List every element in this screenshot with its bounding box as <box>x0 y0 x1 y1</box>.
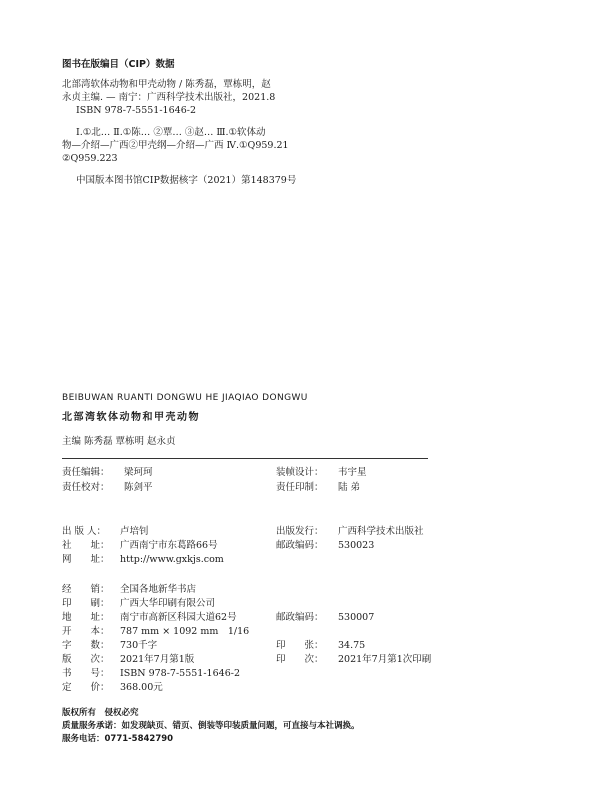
spec-word-count: 字 数： 730千字 <box>62 640 158 651</box>
publisher-postcode: 邮政编码： 530023 <box>276 540 375 551</box>
quality-notice: 质量服务承诺：如发现缺页、错页、倒装等印装质量问题，可直接与本社调换。 <box>62 721 360 731</box>
cip-heading: 图书在版编目（CIP）数据 <box>62 59 175 70</box>
cip-line: 物—介绍—广西②甲壳纲—介绍—广西 Ⅳ.①Q959.21 <box>62 140 289 151</box>
spec-printer-address: 地 址： 南宁市高新区科园大道62号 <box>62 612 237 623</box>
publisher-house: 出版发行： 广西科学技术出版社 <box>276 526 424 537</box>
service-phone: 服务电话：0771-5842790 <box>62 734 174 744</box>
spec-distributor: 经 销： 全国各地新华书店 <box>62 584 197 595</box>
cip-line: ISBN 978-7-5551-1646-2 <box>76 105 196 116</box>
staff-editor: 责任编辑： 梁珂珂 <box>62 467 153 478</box>
spec-printer-postcode: 邮政编码： 530007 <box>276 612 375 623</box>
book-title: 北部湾软体动物和甲壳动物 <box>62 412 200 423</box>
staff-designer: 装帧设计： 韦宇星 <box>276 467 367 478</box>
publisher-person: 出 版 人： 卢培钊 <box>62 526 149 537</box>
spec-price: 定 价： 368.00元 <box>62 682 163 693</box>
cip-line: ②Q959.223 <box>62 153 118 164</box>
editors: 主编 陈秀磊 覃栋明 赵永贞 <box>62 436 176 447</box>
cip-line: 永贞主编. — 南宁：广西科学技术出版社，2021.8 <box>62 92 276 103</box>
cip-line: Ⅰ.①北… Ⅱ.①陈… ②覃… ③赵… Ⅲ.①软体动 <box>76 127 266 138</box>
rights-notice: 版权所有 侵权必究 <box>62 708 139 718</box>
cip-number: 中国版本图书馆CIP数据核字（2021）第148379号 <box>76 175 297 186</box>
spec-format: 开 本： 787 mm × 1092 mm 1/16 <box>62 626 250 637</box>
spec-sheets: 印 张： 34.75 <box>276 640 366 651</box>
staff-proofreader: 责任校对： 陈剑平 <box>62 482 153 493</box>
book-pinyin-title: BEIBUWAN RUANTI DONGWU HE JIAQIAO DONGWU <box>62 393 308 403</box>
divider <box>62 458 428 459</box>
publisher-address: 社 址： 广西南宁市东葛路66号 <box>62 540 218 551</box>
spec-isbn: 书 号： ISBN 978-7-5551-1646-2 <box>62 668 240 679</box>
staff-printing: 责任印制： 陆 弟 <box>276 482 361 493</box>
publisher-website: 网 址： http://www.gxkjs.com <box>62 554 224 565</box>
spec-printer: 印 刷： 广西大华印刷有限公司 <box>62 598 216 609</box>
spec-impression: 印 次： 2021年7月第1次印刷 <box>276 654 432 665</box>
spec-edition: 版 次： 2021年7月第1版 <box>62 654 195 665</box>
cip-line: 北部湾软体动物和甲壳动物 / 陈秀磊，覃栋明，赵 <box>62 79 271 90</box>
